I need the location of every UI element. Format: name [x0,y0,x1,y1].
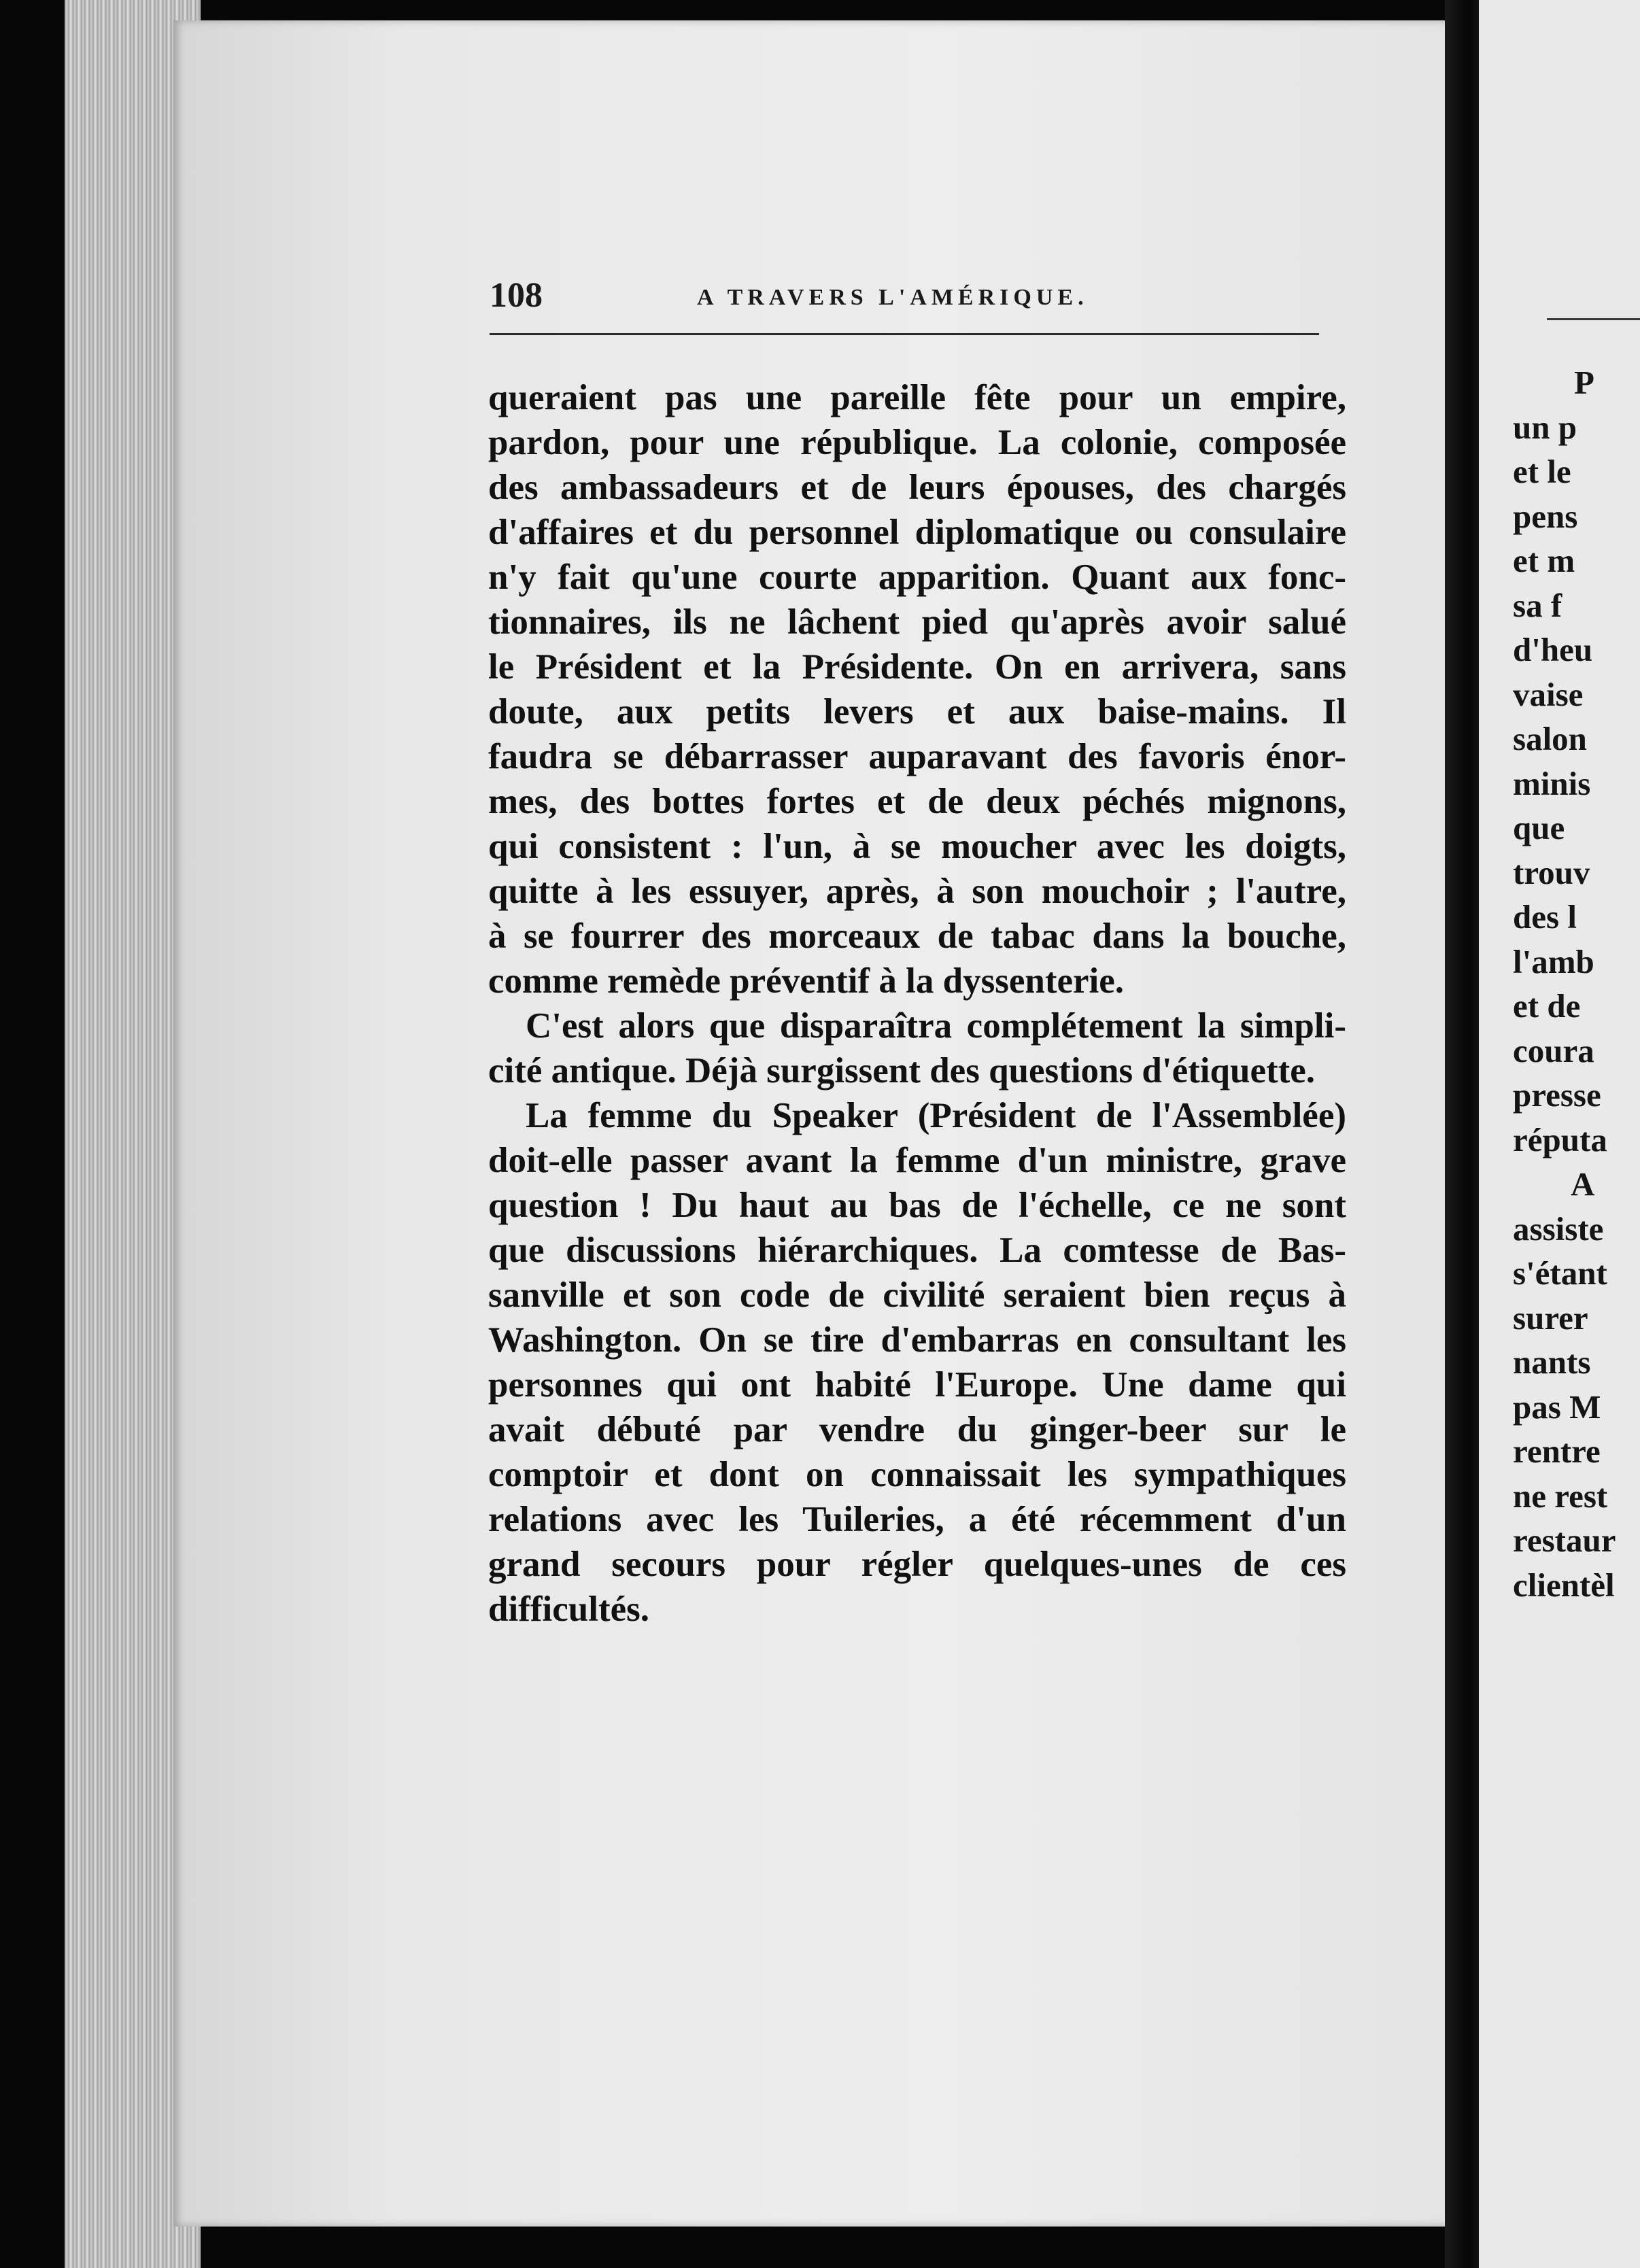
paragraph [488,1003,1346,1093]
next-page-line-fragment: minis [1513,764,1591,802]
text-line: avait débuté par vendre du ginger-beer sur le [488,1410,1346,1449]
next-page-line-fragment: ne rest [1513,1477,1608,1515]
text-line: relations avec les Tuileries, a été récemment d'un [488,1500,1346,1539]
next-page-line-fragment: restaur [1513,1522,1616,1559]
header-rule [490,333,1319,335]
text-line: d'affaires et du personnel diplomatique ou consulaire [488,513,1346,552]
text-line: à se fourrer des morceaux de tabac dans la bouche, [488,916,1346,956]
book-page-right [1479,0,1640,2268]
next-page-line-fragment: des l [1513,898,1577,935]
text-line: sanville et son code de civilité seraient bien reçus à [488,1275,1346,1315]
text-line: Washington. On se tire d'embarras en consultant les [488,1320,1346,1360]
next-page-line-fragment: vaise [1513,675,1584,713]
text-line: queraient pas une pareille fête pour un empire, [488,378,1346,417]
text-line: faudra se débarrasser auparavant des favoris énor- [488,737,1346,776]
body-text [488,375,1346,1632]
next-page-header-rule [1547,318,1640,320]
text-line: difficultés. [488,1590,649,1629]
next-page-line-fragment: rentre [1513,1432,1601,1470]
next-page-line-fragment: P [1574,364,1594,401]
text-line: le Président et la Présidente. On en arrivera, sans [488,647,1346,687]
text-line: quitte à les essuyer, après, à son mouchoir ; l'autre, [488,872,1346,911]
text-line: comptoir et dont on connaissait les sympathiques [488,1455,1346,1494]
next-page-line-fragment: presse [1513,1076,1601,1114]
next-page-line-fragment: salon [1513,720,1587,757]
text-line: C'est alors que disparaîtra complétement la simpli- [526,1006,1346,1046]
text-line: La femme du Speaker (Président de l'Assemblée) [526,1096,1346,1135]
next-page-line-fragment: pas M [1513,1388,1601,1426]
next-page-line-fragment: et le [1513,453,1571,490]
next-page-line-fragment: réputa [1513,1120,1607,1158]
text-line: question ! Du haut au bas de l'échelle, ce ne sont [488,1186,1346,1225]
next-page-line-fragment: surer [1513,1299,1588,1337]
text-line: cité antique. Déjà surgissent des questions d'étiquette. [488,1051,1316,1090]
paragraph [488,375,1346,1003]
next-page-line-fragment: nants [1513,1343,1591,1381]
text-line: pardon, pour une république. La colonie, composée [488,423,1346,462]
text-line: doute, aux petits levers et aux baise-mains. Il [488,692,1346,732]
next-page-line-fragment: l'amb [1513,942,1594,980]
text-line: des ambassadeurs et de leurs épouses, des chargés [488,468,1346,507]
text-line: qui consistent : l'un, à se moucher avec les doigts, [488,827,1346,866]
next-page-line-fragment: trouv [1513,853,1590,891]
running-head-title: A TRAVERS L'AMÉRIQUE. [697,285,1089,310]
next-page-line-fragment: un p [1513,408,1577,446]
paragraph [488,1093,1346,1632]
next-page-line-fragment: clientèl [1513,1566,1615,1604]
page-number: 108 [490,276,543,315]
next-page-line-fragment: que [1513,809,1565,846]
next-page-line-fragment: A [1571,1165,1595,1203]
text-line: doit-elle passer avant la femme d'un ministre, grave [488,1141,1346,1180]
next-page-line-fragment: pens [1513,497,1578,535]
text-line: n'y fait qu'une courte apparition. Quant aux fonc- [488,557,1346,597]
next-page-line-fragment: coura [1513,1031,1594,1069]
next-page-line-fragment: et de [1513,987,1581,1025]
next-page-text [1513,360,1640,1607]
text-line: tionnaires, ils ne lâchent pied qu'après avoir salué [488,602,1346,642]
text-line: que discussions hiérarchiques. La comtesse de Bas- [488,1231,1346,1270]
next-page-line-fragment: assiste [1513,1209,1604,1248]
next-page-line-fragment: sa f [1513,586,1562,624]
text-line: mes, des bottes fortes et de deux péchés mignons, [488,782,1346,821]
next-page-line-fragment: s'étant [1513,1254,1607,1292]
next-page-line-fragment: d'heu [1513,631,1593,668]
text-line: personnes qui ont habité l'Europe. Une dame qui [488,1365,1346,1405]
text-line: grand secours pour régler quelques-unes de ces [488,1545,1346,1584]
text-line: comme remède préventif à la dyssenterie. [488,961,1125,1001]
running-head [490,275,1319,330]
next-page-line-fragment: et m [1513,542,1575,579]
